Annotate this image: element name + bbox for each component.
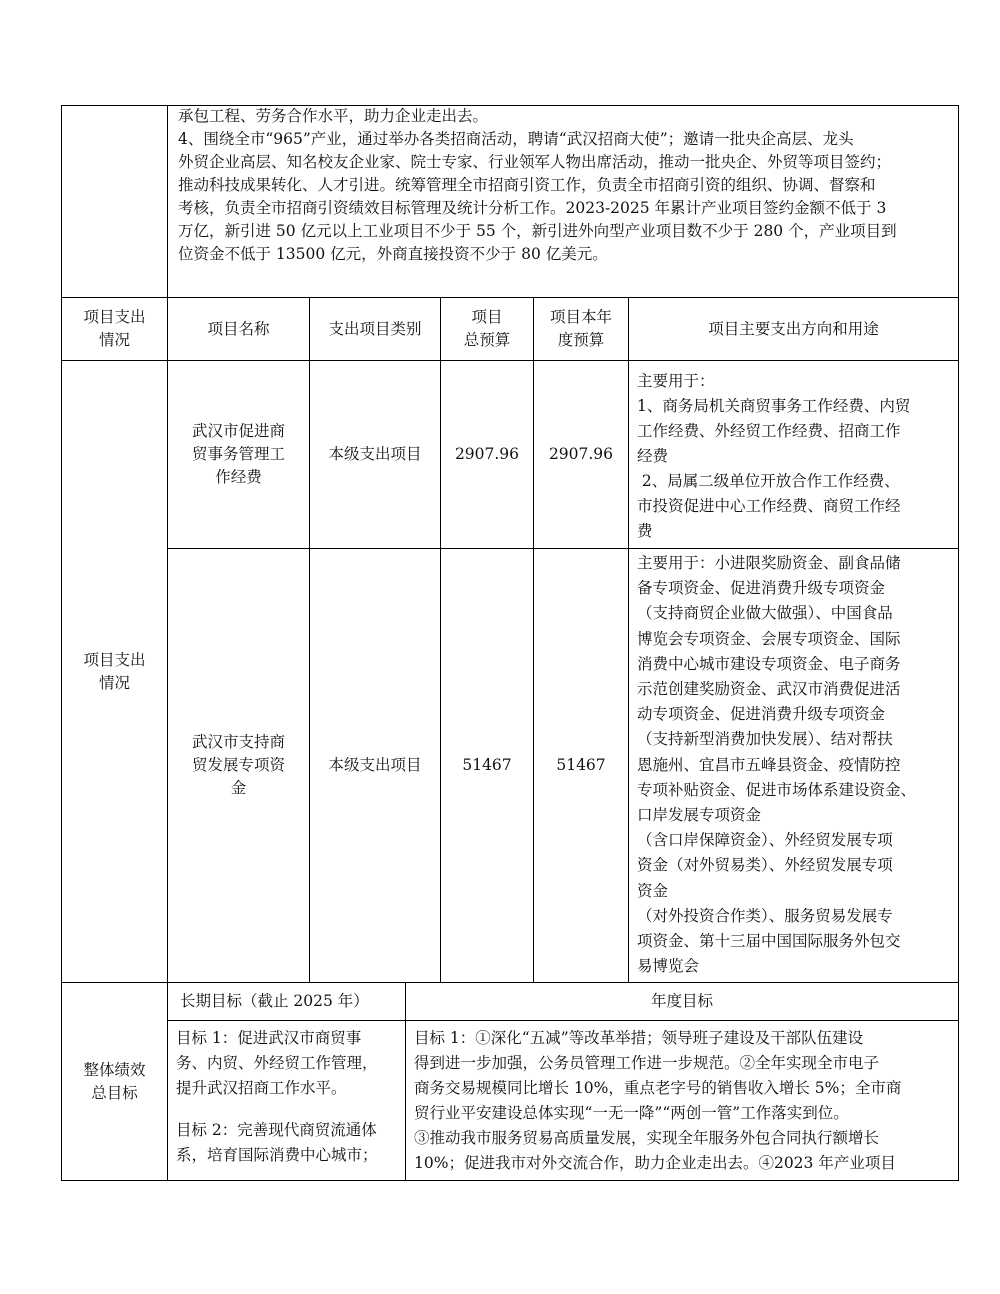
goal-line: 务、内贸、外经贸工作管理，	[176, 1054, 378, 1072]
project-main-use	[637, 369, 955, 544]
goal-line: 目标 1：促进武汉市商贸事	[176, 1029, 362, 1047]
header-expense-type: 支出项目类别	[328, 319, 422, 338]
goal-line: 目标 1：①深化“五减”等改革举措；领导班子建设及干部队伍建设	[414, 1029, 864, 1047]
project-type: 本级支出项目	[328, 445, 422, 463]
grid-line	[167, 1020, 959, 1021]
paragraph-line: 位资金不低于 13500 亿元，外商直接投资不少于 80 亿美元。	[178, 245, 608, 263]
use-line: 专项补贴资金、促进市场体系建设资金、	[637, 780, 917, 799]
goal-line: 得到进一步加强，公务员管理工作进一步规范。②全年实现全市电子	[414, 1054, 880, 1072]
use-line: 资金	[637, 881, 669, 900]
goal-line: 贸行业平安建设总体实现“一无一降”“两创一管”工作落实到位。	[414, 1104, 849, 1122]
header-main-use: 项目主要支出方向和用途	[708, 319, 879, 338]
annual-goals	[414, 1026, 956, 1176]
goals-section-label: 整体绩效 总目标	[83, 1060, 146, 1102]
grid-line	[61, 1180, 959, 1181]
header-total-budget: 项目 总预算	[463, 308, 511, 349]
paragraph-line: 4、围绕全市“965”产业，通过举办各类招商活动，聘请“武汉招商大使”；邀请一批央企高层、龙头	[178, 130, 854, 148]
use-line: 主要用于：小进限奖励资金、副食品储	[637, 554, 901, 572]
use-line: 备专项资金、促进消费升级专项资金	[637, 579, 886, 598]
use-line: （支持新型消费加快发展）、结对帮扶	[637, 730, 893, 749]
use-line: 2、局属二级单位开放合作工作经费、	[637, 472, 900, 490]
top-paragraph	[178, 105, 954, 266]
use-line: 口岸发展专项资金	[637, 806, 762, 825]
use-line: 项资金、第十三届中国国际服务外包交	[637, 932, 901, 951]
projects-section-label: 项目支出 情况	[83, 650, 146, 692]
use-line: 经费	[637, 447, 669, 465]
use-line: 1、商务局机关商贸事务工作经费、内贸	[637, 397, 911, 415]
use-line: 博览会专项资金、会展专项资金、国际	[637, 629, 901, 648]
grid-line	[628, 297, 629, 983]
use-line: （支持商贸企业做大做强）、中国食品	[637, 604, 893, 623]
project-total-budget: 51467	[462, 756, 512, 774]
use-line: （含口岸保障资金）、外经贸发展专项	[637, 831, 893, 850]
long-term-goals	[176, 1026, 404, 1168]
use-line: 市投资促进中心工作经费、商贸工作经	[637, 497, 901, 515]
use-line: （对外投资合作类）、服务贸易发展专	[637, 906, 893, 925]
goal-line: 提升武汉招商工作水平。	[176, 1079, 347, 1097]
project-main-use	[637, 551, 955, 979]
paragraph-line: 万亿，新引进 50 亿元以上工业项目不少于 55 个，新引进外向型产业项目数不少于 280 个，产业项目到	[178, 222, 897, 240]
use-line: 资金（对外贸易类）、外经贸发展专项	[637, 856, 893, 875]
project-name: 武汉市促进商 贸事务管理工 作经费	[191, 422, 285, 486]
goal-line: 系，培育国际消费中心城市；	[176, 1146, 378, 1164]
use-line: 动专项资金、促进消费升级专项资金	[637, 705, 886, 724]
annual-goal-header: 年度目标	[650, 992, 713, 1010]
project-total-budget: 2907.96	[454, 445, 520, 463]
paragraph-line: 考核，负责全市招商引资绩效目标管理及统计分析工作。2023-2025 年累计产业项目签约金额不低于 3	[178, 199, 887, 217]
use-line: 费	[637, 522, 653, 540]
header-project-name: 项目名称	[207, 319, 270, 338]
use-line: 工作经费、外经贸工作经费、招商工作	[637, 422, 901, 440]
goal-line	[176, 1101, 404, 1118]
goal-line: ③推动我市服务贸易高质量发展，实现全年服务外包合同执行额增长	[414, 1129, 880, 1147]
long-term-goal-header: 长期目标（截止 2025 年）	[180, 992, 369, 1010]
goal-line: 10%；促进我市对外交流合作，助力企业走出去。④2023 年产业项目	[414, 1154, 896, 1172]
use-line: 恩施州、宜昌市五峰县资金、疫情防控	[637, 755, 901, 774]
header-section-label: 项目支出 情况	[83, 308, 146, 349]
use-line: 消费中心城市建设专项资金、电子商务	[637, 654, 901, 673]
project-annual-budget: 2907.96	[548, 445, 614, 463]
goal-line: 目标 2：完善现代商贸流通体	[176, 1121, 377, 1139]
header-annual-budget: 项目本年 度预算	[549, 308, 612, 349]
project-annual-budget: 51467	[556, 756, 606, 774]
project-name: 武汉市支持商 贸发展专项资 金	[191, 733, 285, 797]
use-line: 示范创建奖励资金、武汉市消费促进活	[637, 680, 901, 699]
paragraph-line: 推动科技成果转化、人才引进。统筹管理全市招商引资工作，负责全市招商引资的组织、协调、督察和	[178, 176, 876, 194]
goal-line: 商务交易规模同比增长 10%，重点老字号的销售收入增长 5%；全市商	[414, 1079, 902, 1097]
use-line: 主要用于：	[637, 372, 715, 390]
use-line: 易博览会	[637, 957, 700, 976]
project-type: 本级支出项目	[328, 756, 422, 774]
paragraph-line: 外贸企业高层、知名校友企业家、院士专家、行业领军人物出席活动，推动一批央企、外贸等项目签约；	[178, 153, 892, 171]
paragraph-line: 承包工程、劳务合作水平，助力企业走出去。	[178, 107, 489, 125]
